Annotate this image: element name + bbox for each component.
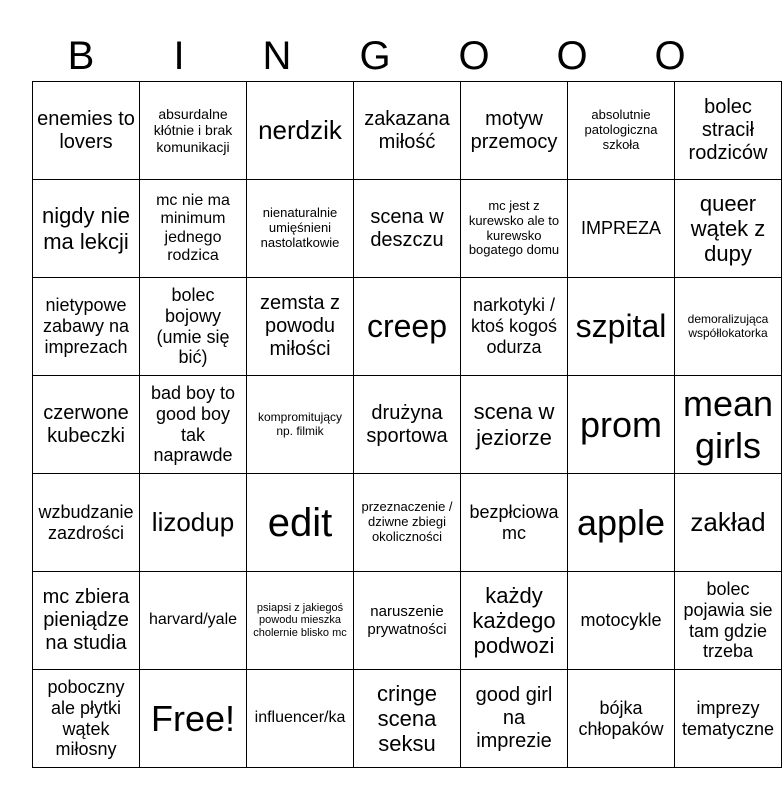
- bingo-cell[interactable]: demoralizująca współlokatorka: [675, 278, 782, 376]
- bingo-cell[interactable]: zemsta z powodu miłości: [247, 278, 354, 376]
- bingo-cell[interactable]: absurdalne kłótnie i brak komunikacji: [140, 82, 247, 180]
- bingo-cell[interactable]: bolec pojawia sie tam gdzie trzeba: [675, 572, 782, 670]
- bingo-row: [33, 180, 782, 278]
- bingo-cell[interactable]: mc nie ma minimum jednego rodzica: [140, 180, 247, 278]
- bingo-cell[interactable]: creep: [354, 278, 461, 376]
- bingo-cell[interactable]: lizodup: [140, 474, 247, 572]
- bingo-cell[interactable]: przeznaczenie / dziwne zbiegi okoliczności: [354, 474, 461, 572]
- bingo-cell[interactable]: nerdzik: [247, 82, 354, 180]
- bingo-cell[interactable]: bezpłciowa mc: [461, 474, 568, 572]
- bingo-cell[interactable]: edit: [247, 474, 354, 572]
- bingo-cell[interactable]: harvard/yale: [140, 572, 247, 670]
- bingo-cell[interactable]: good girl na imprezie: [461, 670, 568, 768]
- bingo-cell[interactable]: absolutnie patologiczna szkoła: [568, 82, 675, 180]
- bingo-cell[interactable]: influencer/ka: [247, 670, 354, 768]
- bingo-cell[interactable]: motyw przemocy: [461, 82, 568, 180]
- bingo-cell[interactable]: prom: [568, 376, 675, 474]
- bingo-cell[interactable]: nietypowe zabawy na imprezach: [33, 278, 140, 376]
- bingo-cell[interactable]: nigdy nie ma lekcji: [33, 180, 140, 278]
- header-letter-o1: O: [458, 34, 490, 78]
- bingo-cell[interactable]: szpital: [568, 278, 675, 376]
- bingo-cell[interactable]: cringe scena seksu: [354, 670, 461, 768]
- bingo-header: [32, 30, 719, 82]
- bingo-cell[interactable]: nienaturalnie umięśnieni nastolatkowie: [247, 180, 354, 278]
- bingo-cell[interactable]: bolec stracił rodziców: [675, 82, 782, 180]
- header-letter-n: N: [262, 34, 292, 78]
- bingo-cell[interactable]: imprezy tematyczne: [675, 670, 782, 768]
- bingo-cell[interactable]: zakazana miłość: [354, 82, 461, 180]
- header-letter-g: G: [359, 34, 391, 78]
- bingo-grid: [32, 81, 782, 768]
- bingo-cell[interactable]: apple: [568, 474, 675, 572]
- header-letter-o2: O: [556, 34, 588, 78]
- bingo-row: [33, 474, 782, 572]
- bingo-row: [33, 572, 782, 670]
- bingo-row: [33, 82, 782, 180]
- bingo-cell[interactable]: każdy każdego podwozi: [461, 572, 568, 670]
- bingo-cell[interactable]: mean girls: [675, 376, 782, 474]
- bingo-cell[interactable]: motocykle: [568, 572, 675, 670]
- bingo-row: [33, 670, 782, 768]
- bingo-row: [33, 376, 782, 474]
- bingo-row: [33, 278, 782, 376]
- bingo-cell[interactable]: psiapsi z jakiegoś powodu mieszka cholernie blisko mc: [247, 572, 354, 670]
- bingo-cell[interactable]: bad boy to good boy tak naprawde: [140, 376, 247, 474]
- bingo-cell[interactable]: queer wątek z dupy: [675, 180, 782, 278]
- bingo-cell[interactable]: mc zbiera pieniądze na studia: [33, 572, 140, 670]
- bingo-cell[interactable]: naruszenie prywatności: [354, 572, 461, 670]
- bingo-cell[interactable]: poboczny ale płytki wątek miłosny: [33, 670, 140, 768]
- bingo-cell[interactable]: zakład: [675, 474, 782, 572]
- bingo-cell[interactable]: bolec bojowy (umie się bić): [140, 278, 247, 376]
- bingo-cell[interactable]: bójka chłopaków: [568, 670, 675, 768]
- bingo-cell[interactable]: wzbudzanie zazdrości: [33, 474, 140, 572]
- bingo-cell[interactable]: kompromitujący np. filmik: [247, 376, 354, 474]
- bingo-cell[interactable]: scena w jeziorze: [461, 376, 568, 474]
- bingo-cell[interactable]: Free!: [140, 670, 247, 768]
- bingo-cell[interactable]: czerwone kubeczki: [33, 376, 140, 474]
- bingo-cell[interactable]: enemies to lovers: [33, 82, 140, 180]
- header-letter-b: B: [67, 34, 95, 78]
- bingo-cell[interactable]: IMPREZA: [568, 180, 675, 278]
- header-letter-i: I: [173, 34, 185, 78]
- bingo-cell[interactable]: drużyna sportowa: [354, 376, 461, 474]
- bingo-cell[interactable]: mc jest z kurewsko ale to kurewsko bogatego domu: [461, 180, 568, 278]
- header-letter-o3: O: [654, 34, 686, 78]
- bingo-cell[interactable]: narkotyki / ktoś kogoś odurza: [461, 278, 568, 376]
- bingo-cell[interactable]: scena w deszczu: [354, 180, 461, 278]
